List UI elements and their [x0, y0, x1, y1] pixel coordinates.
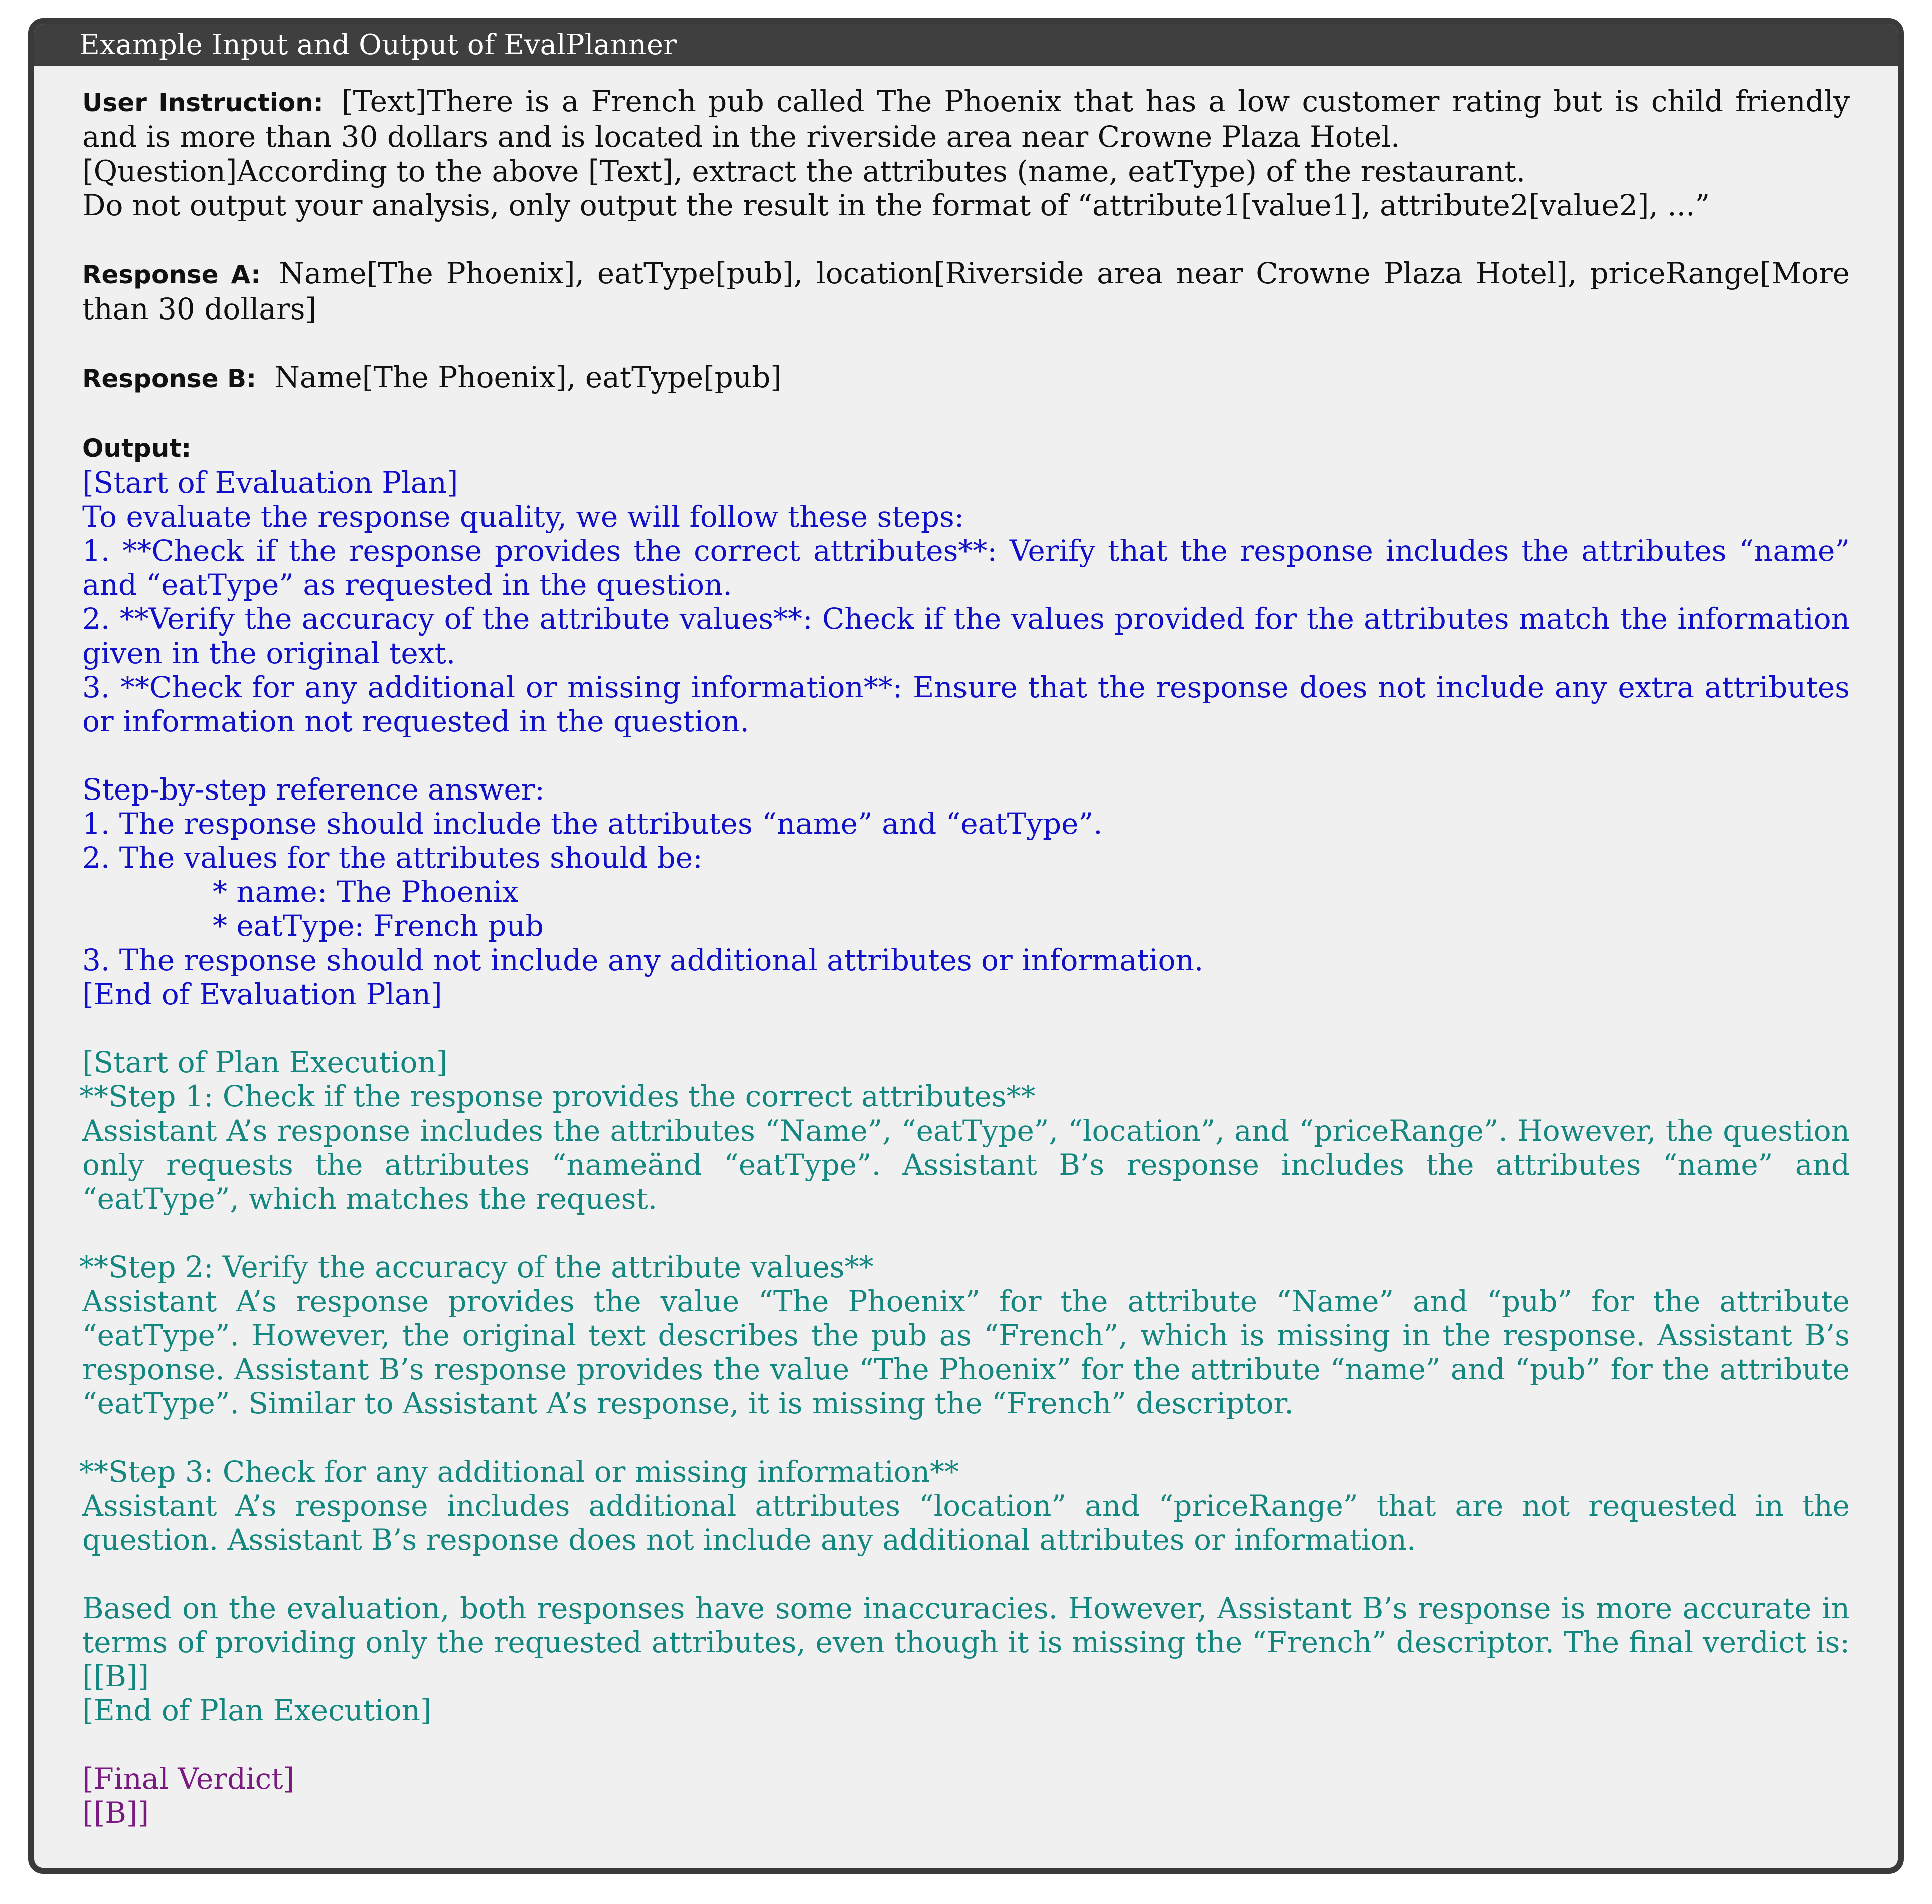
spacer [82, 1216, 1850, 1250]
response-a [82, 256, 1850, 326]
plan-execution [79, 1045, 1850, 1727]
execution-end: [End of Plan Execution] [82, 1693, 432, 1727]
execution-step-2-title: **Step 2: Verify the accuracy of the attribute values** [79, 1250, 874, 1284]
spacer [82, 738, 1850, 772]
plan-step-3: 3. **Check for any additional or missing information**: Ensure that the response does not include any extra attributes or information not requested in the question. [82, 670, 1850, 738]
spacer [82, 1727, 1850, 1762]
execution-conclusion: Based on the evaluation, both responses have some inaccuracies. However, Assistant B’s response is more accurate in terms of providing only the requested attributes, even though it is missing the “French” descriptor. The final verdict is: [[B]] [82, 1591, 1850, 1693]
spacer [82, 222, 1850, 256]
plan-step-2: 2. **Verify the accuracy of the attribute values**: Check if the values provided for the attributes match the information given in the original text. [82, 602, 1850, 670]
execution-step-1-body: Assistant A’s response includes the attributes “Name”, “eatType”, “location”, and “priceRange”. However, the question only requests the attributes “nameänd “eatType”. Assistant B’s response includes the attributes “name” and “eatType”, which matches the request. [82, 1114, 1850, 1216]
spacer [82, 326, 1850, 360]
plan-end: [End of Evaluation Plan] [82, 977, 442, 1011]
reference-2a: * name: The Phoenix [213, 875, 519, 909]
response-b-text: Name[The Phoenix], eatType[pub] [274, 360, 782, 394]
output-label: Output: [82, 434, 192, 463]
response-b [82, 360, 1850, 396]
user-instruction-text: [Text]There is a French pub called The Phoenix that has a low customer rating but is child friendly and is more than 30 dollars and is located in the riverside area near Crowne Plaza Hotel. [82, 84, 1850, 154]
box-content [79, 84, 1850, 1830]
execution-step-2-body: Assistant A’s response provides the value “The Phoenix” for the attribute “Name” and “pub” for the attribute “eatType”. However, the original text describes the pub as “French”, which is missing in the response. Assistant B’s response. Assistant B’s response provides the value “The Phoenix” for the attribute “name” and “pub” for the attribute “eatType”. Similar to Assistant A’s response, it is missing the “French” descriptor. [82, 1284, 1850, 1420]
plan-intro: To evaluate the response quality, we will follow these steps: [82, 500, 964, 534]
user-instruction [82, 84, 1850, 222]
reference-title: Step-by-step reference answer: [82, 772, 545, 807]
execution-start: [Start of Plan Execution] [82, 1045, 448, 1079]
execution-step-1-title: **Step 1: Check if the response provides the correct attributes** [79, 1079, 1036, 1114]
reference-2: 2. The values for the attributes should be: [82, 841, 703, 875]
execution-step-3-title: **Step 3: Check for any additional or missing information** [79, 1455, 959, 1489]
spacer [82, 1011, 1850, 1045]
reference-3: 3. The response should not include any additional attributes or information. [82, 943, 1204, 977]
output-section [82, 430, 1850, 465]
example-box [28, 18, 1904, 1874]
reference-1: 1. The response should include the attributes “name” and “eatType”. [82, 807, 1103, 841]
execution-step-3-body: Assistant A’s response includes additional attributes “location” and “priceRange” that are not requested in the question. Assistant B’s response does not include any additional attributes or information. [82, 1489, 1850, 1557]
plan-start: [Start of Evaluation Plan] [82, 465, 458, 500]
spacer [82, 1557, 1850, 1591]
evaluation-plan [82, 465, 1850, 1011]
response-b-label: Response B: [82, 364, 257, 393]
user-instruction-format: Do not output your analysis, only output the result in the format of “attribute1[value1], attribute2[value2], ...” [82, 188, 1710, 222]
final-verdict-value: [[B]] [82, 1796, 149, 1830]
box-title: Example Input and Output of EvalPlanner [34, 24, 1898, 66]
final-verdict [82, 1762, 1850, 1830]
spacer [82, 396, 1850, 430]
final-verdict-label: [Final Verdict] [82, 1762, 295, 1796]
response-a-text: Name[The Phoenix], eatType[pub], location[Riverside area near Crowne Plaza Hotel], priceRange[More than 30 dollars] [82, 256, 1850, 326]
plan-step-1: 1. **Check if the response provides the correct attributes**: Verify that the response includes the attributes “name” and “eatType” as requested in the question. [82, 534, 1850, 602]
user-instruction-label: User Instruction: [82, 88, 324, 117]
spacer [82, 1420, 1850, 1455]
response-a-label: Response A: [82, 260, 261, 289]
reference-2b: * eatType: French pub [213, 909, 544, 943]
user-instruction-question: [Question]According to the above [Text], extract the attributes (name, eatType) of the restaurant. [82, 154, 1526, 188]
